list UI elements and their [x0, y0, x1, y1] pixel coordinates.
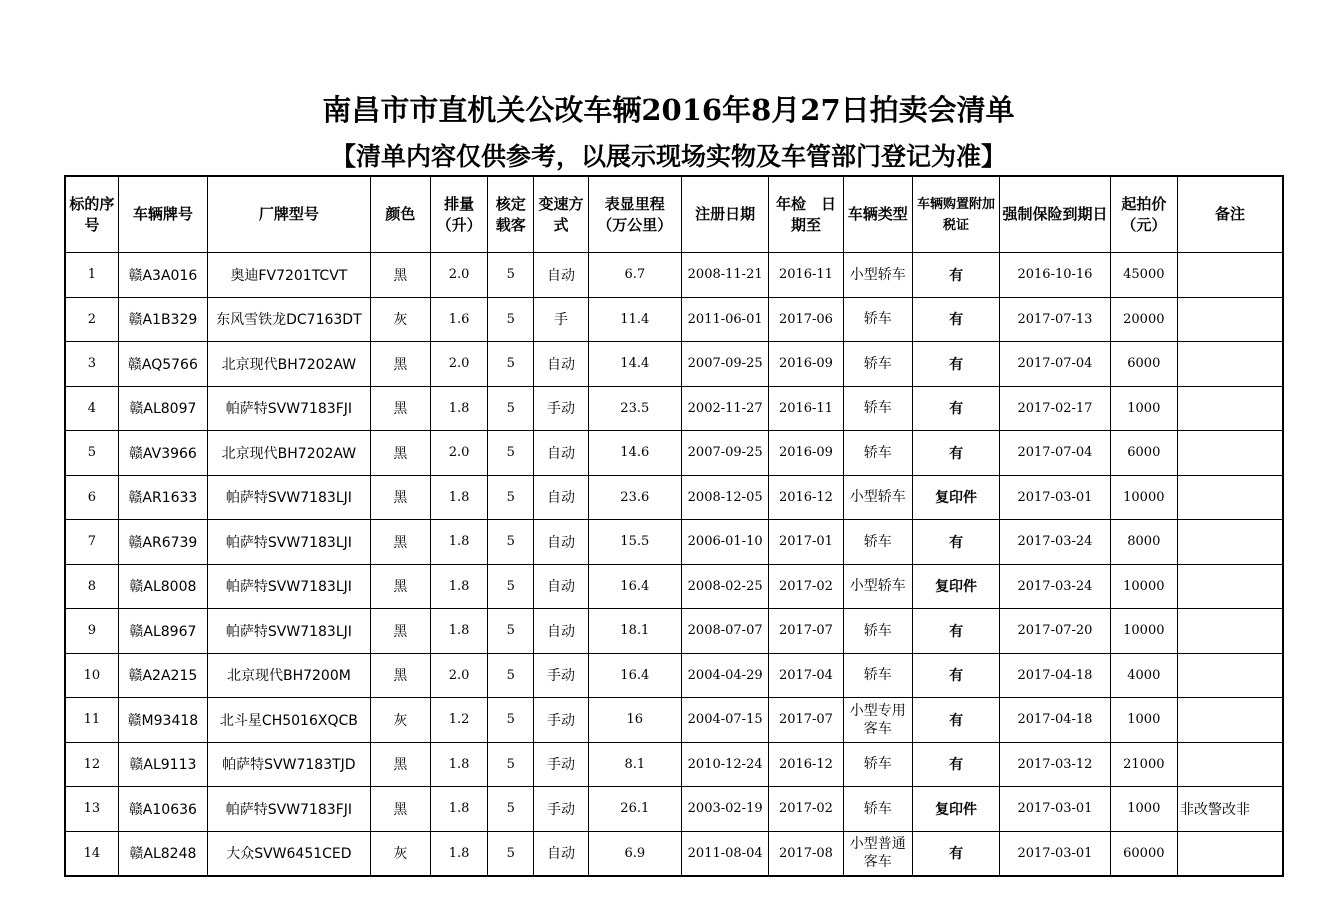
cell-color: 黑	[370, 564, 430, 609]
cell-make-model: 北京现代BH7202AW	[208, 342, 371, 387]
table-row	[65, 564, 1283, 609]
cell-transmission: 手动	[534, 386, 588, 431]
header-starting-price: 起拍价（元）	[1110, 176, 1177, 253]
cell-starting-price: 4000	[1110, 653, 1177, 698]
table-row	[65, 342, 1283, 387]
cell-insurance-expiry: 2017-03-01	[1000, 831, 1110, 876]
cell-starting-price: 60000	[1110, 831, 1177, 876]
cell-remarks	[1177, 698, 1283, 743]
cell-insurance-expiry: 2017-03-24	[1000, 520, 1110, 565]
cell-transmission: 自动	[534, 564, 588, 609]
cell-purchase-tax-cert: 复印件	[912, 787, 999, 832]
cell-purchase-tax-cert: 有	[912, 653, 999, 698]
cell-color: 黑	[370, 520, 430, 565]
cell-color: 黑	[370, 342, 430, 387]
cell-transmission: 手动	[534, 653, 588, 698]
cell-plate-number: 赣AL8097	[118, 386, 207, 431]
cell-seats: 5	[488, 698, 534, 743]
cell-vehicle-type: 轿车	[843, 342, 912, 387]
cell-make-model: 帕萨特SVW7183LJI	[208, 520, 371, 565]
table-row	[65, 253, 1283, 298]
cell-remarks	[1177, 831, 1283, 876]
cell-vehicle-type: 轿车	[843, 431, 912, 476]
cell-lot-number: 6	[65, 475, 118, 520]
table-row	[65, 475, 1283, 520]
cell-inspection-date: 2017-08	[769, 831, 843, 876]
cell-inspection-date: 2016-12	[769, 475, 843, 520]
cell-registration-date: 2008-02-25	[681, 564, 768, 609]
cell-vehicle-type: 小型轿车	[843, 253, 912, 298]
cell-purchase-tax-cert: 复印件	[912, 475, 999, 520]
document-title: 南昌市市直机关公改车辆2016年8月27日拍卖会清单	[322, 93, 1015, 127]
cell-starting-price: 8000	[1110, 520, 1177, 565]
table-row	[65, 609, 1283, 654]
cell-insurance-expiry: 2017-07-20	[1000, 609, 1110, 654]
table-row	[65, 297, 1283, 342]
cell-remarks	[1177, 297, 1283, 342]
cell-remarks	[1177, 564, 1283, 609]
cell-make-model: 北京现代BH7200M	[208, 653, 371, 698]
cell-inspection-date: 2016-09	[769, 342, 843, 387]
cell-purchase-tax-cert: 有	[912, 742, 999, 787]
cell-inspection-date: 2016-11	[769, 253, 843, 298]
table-header-row	[65, 176, 1283, 253]
cell-displacement: 2.0	[430, 342, 487, 387]
cell-seats: 5	[488, 297, 534, 342]
cell-displacement: 1.8	[430, 386, 487, 431]
cell-seats: 5	[488, 609, 534, 654]
cell-make-model: 帕萨特SVW7183FJI	[208, 787, 371, 832]
cell-insurance-expiry: 2017-03-01	[1000, 475, 1110, 520]
cell-vehicle-type: 轿车	[843, 787, 912, 832]
cell-remarks: 非改警改非	[1177, 787, 1283, 832]
cell-mileage: 11.4	[588, 297, 681, 342]
cell-vehicle-type: 轿车	[843, 653, 912, 698]
table-row	[65, 653, 1283, 698]
cell-color: 黑	[370, 431, 430, 476]
cell-starting-price: 10000	[1110, 609, 1177, 654]
cell-transmission: 手动	[534, 787, 588, 832]
table-row	[65, 787, 1283, 832]
cell-seats: 5	[488, 253, 534, 298]
header-transmission: 变速方式	[534, 176, 588, 253]
header-insurance-expiry: 强制保险到期日	[1000, 176, 1110, 253]
cell-inspection-date: 2016-09	[769, 431, 843, 476]
cell-vehicle-type: 小型轿车	[843, 564, 912, 609]
cell-inspection-date: 2017-02	[769, 564, 843, 609]
cell-purchase-tax-cert: 有	[912, 431, 999, 476]
cell-plate-number: 赣AL8008	[118, 564, 207, 609]
cell-registration-date: 2008-07-07	[681, 609, 768, 654]
cell-starting-price: 1000	[1110, 787, 1177, 832]
cell-inspection-date: 2017-07	[769, 609, 843, 654]
cell-seats: 5	[488, 520, 534, 565]
cell-mileage: 14.4	[588, 342, 681, 387]
header-purchase-tax-cert: 车辆购置附加税证	[912, 176, 999, 253]
cell-plate-number: 赣M93418	[118, 698, 207, 743]
cell-mileage: 6.7	[588, 253, 681, 298]
cell-transmission: 自动	[534, 475, 588, 520]
cell-purchase-tax-cert: 有	[912, 297, 999, 342]
cell-insurance-expiry: 2017-03-12	[1000, 742, 1110, 787]
table-row	[65, 431, 1283, 476]
cell-starting-price: 6000	[1110, 342, 1177, 387]
table-row	[65, 386, 1283, 431]
cell-inspection-date: 2016-12	[769, 742, 843, 787]
header-registration-date: 注册日期	[681, 176, 768, 253]
cell-transmission: 自动	[534, 342, 588, 387]
cell-remarks	[1177, 253, 1283, 298]
cell-seats: 5	[488, 787, 534, 832]
cell-purchase-tax-cert: 有	[912, 609, 999, 654]
cell-lot-number: 14	[65, 831, 118, 876]
cell-registration-date: 2008-12-05	[681, 475, 768, 520]
cell-seats: 5	[488, 475, 534, 520]
cell-lot-number: 5	[65, 431, 118, 476]
cell-make-model: 帕萨特SVW7183FJI	[208, 386, 371, 431]
cell-vehicle-type: 小型轿车	[843, 475, 912, 520]
cell-insurance-expiry: 2017-07-04	[1000, 431, 1110, 476]
cell-displacement: 1.8	[430, 475, 487, 520]
cell-registration-date: 2010-12-24	[681, 742, 768, 787]
cell-make-model: 帕萨特SVW7183LJI	[208, 609, 371, 654]
cell-color: 灰	[370, 297, 430, 342]
cell-inspection-date: 2017-02	[769, 787, 843, 832]
cell-registration-date: 2006-01-10	[681, 520, 768, 565]
cell-transmission: 自动	[534, 609, 588, 654]
cell-make-model: 大众SVW6451CED	[208, 831, 371, 876]
cell-starting-price: 21000	[1110, 742, 1177, 787]
cell-color: 黑	[370, 475, 430, 520]
cell-purchase-tax-cert: 有	[912, 253, 999, 298]
header-displacement: 排量（升）	[430, 176, 487, 253]
cell-registration-date: 2007-09-25	[681, 342, 768, 387]
cell-insurance-expiry: 2017-04-18	[1000, 653, 1110, 698]
cell-transmission: 手动	[534, 698, 588, 743]
cell-color: 黑	[370, 742, 430, 787]
cell-purchase-tax-cert: 有	[912, 342, 999, 387]
cell-registration-date: 2008-11-21	[681, 253, 768, 298]
cell-insurance-expiry: 2017-02-17	[1000, 386, 1110, 431]
cell-plate-number: 赣A1B329	[118, 297, 207, 342]
auction-vehicle-table	[64, 175, 1284, 877]
cell-remarks	[1177, 520, 1283, 565]
cell-color: 灰	[370, 698, 430, 743]
table-row	[65, 520, 1283, 565]
header-remarks: 备注	[1177, 176, 1283, 253]
cell-plate-number: 赣AL9113	[118, 742, 207, 787]
cell-make-model: 东风雪铁龙DC7163DT	[208, 297, 371, 342]
cell-insurance-expiry: 2017-04-18	[1000, 698, 1110, 743]
header-inspection-date: 年检 日期至	[769, 176, 843, 253]
cell-seats: 5	[488, 831, 534, 876]
cell-remarks	[1177, 342, 1283, 387]
cell-displacement: 1.8	[430, 609, 487, 654]
cell-vehicle-type: 小型普通客车	[843, 831, 912, 876]
cell-seats: 5	[488, 342, 534, 387]
cell-plate-number: 赣AQ5766	[118, 342, 207, 387]
cell-transmission: 手	[534, 297, 588, 342]
cell-mileage: 16.4	[588, 653, 681, 698]
cell-registration-date: 2011-08-04	[681, 831, 768, 876]
cell-color: 黑	[370, 386, 430, 431]
cell-vehicle-type: 轿车	[843, 742, 912, 787]
header-make-model: 厂牌型号	[208, 176, 371, 253]
cell-make-model: 北斗星CH5016XQCB	[208, 698, 371, 743]
header-mileage: 表显里程（万公里）	[588, 176, 681, 253]
cell-displacement: 1.8	[430, 742, 487, 787]
cell-starting-price: 6000	[1110, 431, 1177, 476]
cell-purchase-tax-cert: 有	[912, 386, 999, 431]
cell-color: 黑	[370, 609, 430, 654]
cell-starting-price: 10000	[1110, 475, 1177, 520]
cell-displacement: 1.2	[430, 698, 487, 743]
cell-vehicle-type: 小型专用客车	[843, 698, 912, 743]
table-row	[65, 742, 1283, 787]
table-row	[65, 831, 1283, 876]
cell-starting-price: 10000	[1110, 564, 1177, 609]
cell-make-model: 奥迪FV7201TCVT	[208, 253, 371, 298]
cell-displacement: 2.0	[430, 653, 487, 698]
cell-mileage: 26.1	[588, 787, 681, 832]
cell-lot-number: 9	[65, 609, 118, 654]
cell-displacement: 1.8	[430, 520, 487, 565]
cell-inspection-date: 2016-11	[769, 386, 843, 431]
cell-mileage: 16	[588, 698, 681, 743]
cell-lot-number: 2	[65, 297, 118, 342]
cell-seats: 5	[488, 386, 534, 431]
cell-vehicle-type: 轿车	[843, 386, 912, 431]
cell-transmission: 自动	[534, 253, 588, 298]
cell-mileage: 8.1	[588, 742, 681, 787]
cell-lot-number: 10	[65, 653, 118, 698]
cell-starting-price: 1000	[1110, 698, 1177, 743]
cell-registration-date: 2002-11-27	[681, 386, 768, 431]
cell-mileage: 14.6	[588, 431, 681, 476]
cell-remarks	[1177, 386, 1283, 431]
cell-starting-price: 20000	[1110, 297, 1177, 342]
cell-remarks	[1177, 431, 1283, 476]
cell-lot-number: 13	[65, 787, 118, 832]
cell-insurance-expiry: 2017-07-13	[1000, 297, 1110, 342]
cell-lot-number: 11	[65, 698, 118, 743]
cell-lot-number: 3	[65, 342, 118, 387]
cell-registration-date: 2004-04-29	[681, 653, 768, 698]
cell-insurance-expiry: 2017-03-24	[1000, 564, 1110, 609]
cell-color: 黑	[370, 653, 430, 698]
cell-mileage: 23.5	[588, 386, 681, 431]
cell-vehicle-type: 轿车	[843, 297, 912, 342]
cell-displacement: 1.6	[430, 297, 487, 342]
cell-plate-number: 赣AR1633	[118, 475, 207, 520]
cell-purchase-tax-cert: 有	[912, 520, 999, 565]
cell-make-model: 帕萨特SVW7183LJI	[208, 475, 371, 520]
cell-transmission: 自动	[534, 520, 588, 565]
cell-remarks	[1177, 609, 1283, 654]
cell-insurance-expiry: 2017-03-01	[1000, 787, 1110, 832]
cell-purchase-tax-cert: 复印件	[912, 564, 999, 609]
cell-plate-number: 赣A10636	[118, 787, 207, 832]
cell-displacement: 1.8	[430, 787, 487, 832]
cell-plate-number: 赣AV3966	[118, 431, 207, 476]
cell-insurance-expiry: 2017-07-04	[1000, 342, 1110, 387]
cell-plate-number: 赣AR6739	[118, 520, 207, 565]
cell-purchase-tax-cert: 有	[912, 698, 999, 743]
cell-lot-number: 4	[65, 386, 118, 431]
cell-displacement: 1.8	[430, 564, 487, 609]
cell-registration-date: 2004-07-15	[681, 698, 768, 743]
cell-make-model: 北京现代BH7202AW	[208, 431, 371, 476]
cell-transmission: 自动	[534, 831, 588, 876]
cell-lot-number: 8	[65, 564, 118, 609]
cell-vehicle-type: 轿车	[843, 609, 912, 654]
cell-purchase-tax-cert: 有	[912, 831, 999, 876]
cell-transmission: 手动	[534, 742, 588, 787]
header-vehicle-type: 车辆类型	[843, 176, 912, 253]
header-color: 颜色	[370, 176, 430, 253]
cell-transmission: 自动	[534, 431, 588, 476]
cell-color: 灰	[370, 831, 430, 876]
table-body	[65, 253, 1283, 877]
cell-mileage: 16.4	[588, 564, 681, 609]
cell-seats: 5	[488, 653, 534, 698]
cell-seats: 5	[488, 431, 534, 476]
header-plate-number: 车辆牌号	[118, 176, 207, 253]
cell-plate-number: 赣A3A016	[118, 253, 207, 298]
table-row	[65, 698, 1283, 743]
cell-lot-number: 1	[65, 253, 118, 298]
cell-color: 黑	[370, 787, 430, 832]
cell-remarks	[1177, 742, 1283, 787]
cell-starting-price: 45000	[1110, 253, 1177, 298]
cell-starting-price: 1000	[1110, 386, 1177, 431]
cell-displacement: 2.0	[430, 253, 487, 298]
cell-registration-date: 2003-02-19	[681, 787, 768, 832]
cell-seats: 5	[488, 564, 534, 609]
cell-inspection-date: 2017-07	[769, 698, 843, 743]
cell-plate-number: 赣A2A215	[118, 653, 207, 698]
cell-lot-number: 7	[65, 520, 118, 565]
cell-mileage: 23.6	[588, 475, 681, 520]
cell-mileage: 18.1	[588, 609, 681, 654]
document-subtitle: 【清单内容仅供参考，以展示现场实物及车管部门登记为准】	[330, 142, 1006, 171]
cell-inspection-date: 2017-01	[769, 520, 843, 565]
cell-color: 黑	[370, 253, 430, 298]
cell-make-model: 帕萨特SVW7183LJI	[208, 564, 371, 609]
cell-displacement: 1.8	[430, 831, 487, 876]
cell-plate-number: 赣AL8248	[118, 831, 207, 876]
cell-inspection-date: 2017-06	[769, 297, 843, 342]
cell-registration-date: 2011-06-01	[681, 297, 768, 342]
cell-mileage: 6.9	[588, 831, 681, 876]
cell-insurance-expiry: 2016-10-16	[1000, 253, 1110, 298]
cell-lot-number: 12	[65, 742, 118, 787]
cell-vehicle-type: 轿车	[843, 520, 912, 565]
header-lot-number: 标的序号	[65, 176, 118, 253]
cell-seats: 5	[488, 742, 534, 787]
cell-displacement: 2.0	[430, 431, 487, 476]
cell-mileage: 15.5	[588, 520, 681, 565]
cell-registration-date: 2007-09-25	[681, 431, 768, 476]
cell-make-model: 帕萨特SVW7183TJD	[208, 742, 371, 787]
header-seats: 核定载客	[488, 176, 534, 253]
cell-remarks	[1177, 475, 1283, 520]
cell-plate-number: 赣AL8967	[118, 609, 207, 654]
cell-remarks	[1177, 653, 1283, 698]
cell-inspection-date: 2017-04	[769, 653, 843, 698]
